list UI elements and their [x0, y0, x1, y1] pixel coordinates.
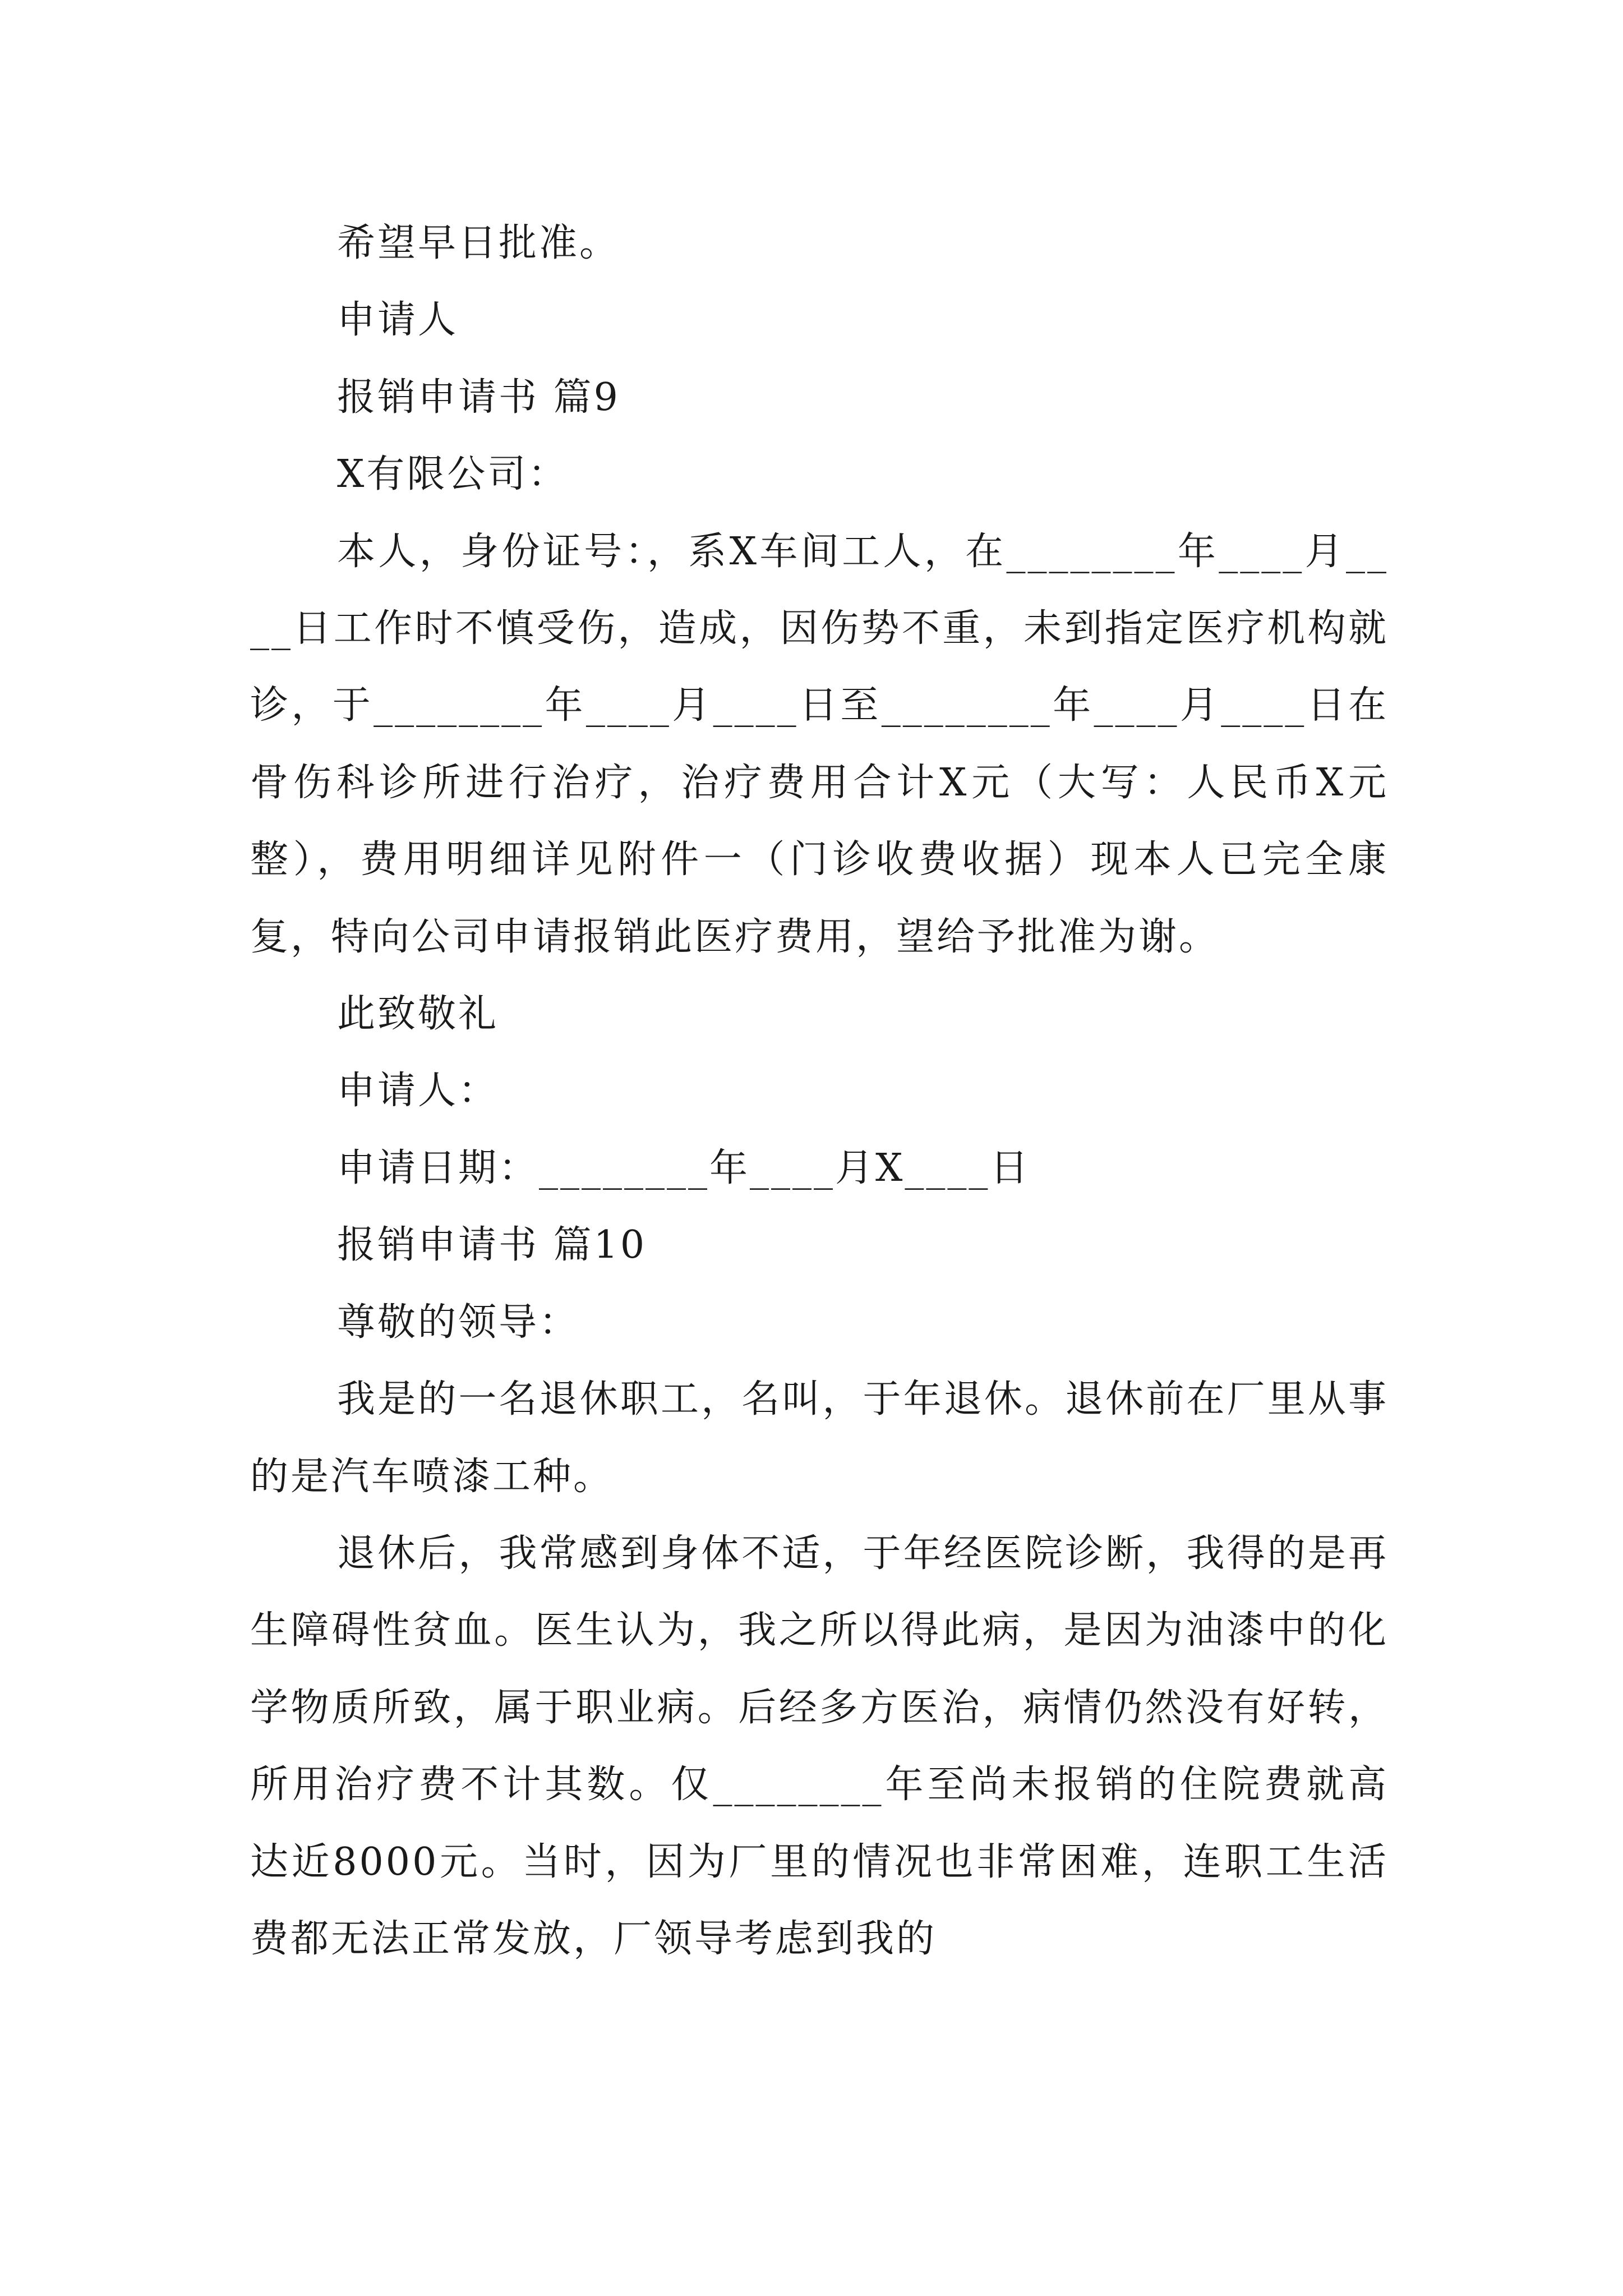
body-paragraph-injury: 本人，身份证号：，系X车间工人，在________年____月____日工作时不慎受伤，造成，因伤势不重，未到指定医疗机构就诊，于________年____月____日至________年____月____日在骨伤科诊所进行治疗，治疗费用合计X元（大写：人民币X元整），费用明细详见附件一（门诊收费收据）现本人已完全康复，特向公司申请报销此医疗费用，望给予批准为谢。 — [250, 529, 1389, 959]
body-paragraph-retiree: 我是的一名退休职工，名叫，于年退休。退休前在厂里从事的是汽车喷漆工种。 — [250, 1377, 1389, 1499]
section-title-10: 报销申请书 篇10 — [337, 1223, 647, 1268]
section-title-9: 报销申请书 篇9 — [337, 375, 620, 420]
document-body — [250, 205, 1389, 1977]
salutation-closing: 此致敬礼 — [337, 992, 499, 1037]
application-date-line: 申请日期：________年____月X____日 — [337, 1145, 1031, 1190]
addressee-leader: 尊敬的领导： — [337, 1300, 580, 1345]
closing-line-hope-approval: 希望早日批准。 — [337, 221, 620, 265]
applicant-label: 申请人 — [337, 298, 459, 343]
applicant-signature-label: 申请人： — [337, 1069, 499, 1114]
addressee-company: X有限公司： — [337, 452, 569, 497]
body-paragraph-illness: 退休后，我常感到身体不适，于年经医院诊断，我得的是再生障碍性贫血。医生认为，我之所以得此病，是因为油漆中的化学物质所致，属于职业病。后经多方医治，病情仍然没有好转，所用治疗费不计其数。仅________年至尚未报销的住院费就高达近8000元。当时，因为厂里的情况也非常困难，连职工生活费都无法正常发放，厂领导考虑到我的 — [250, 1531, 1389, 1961]
